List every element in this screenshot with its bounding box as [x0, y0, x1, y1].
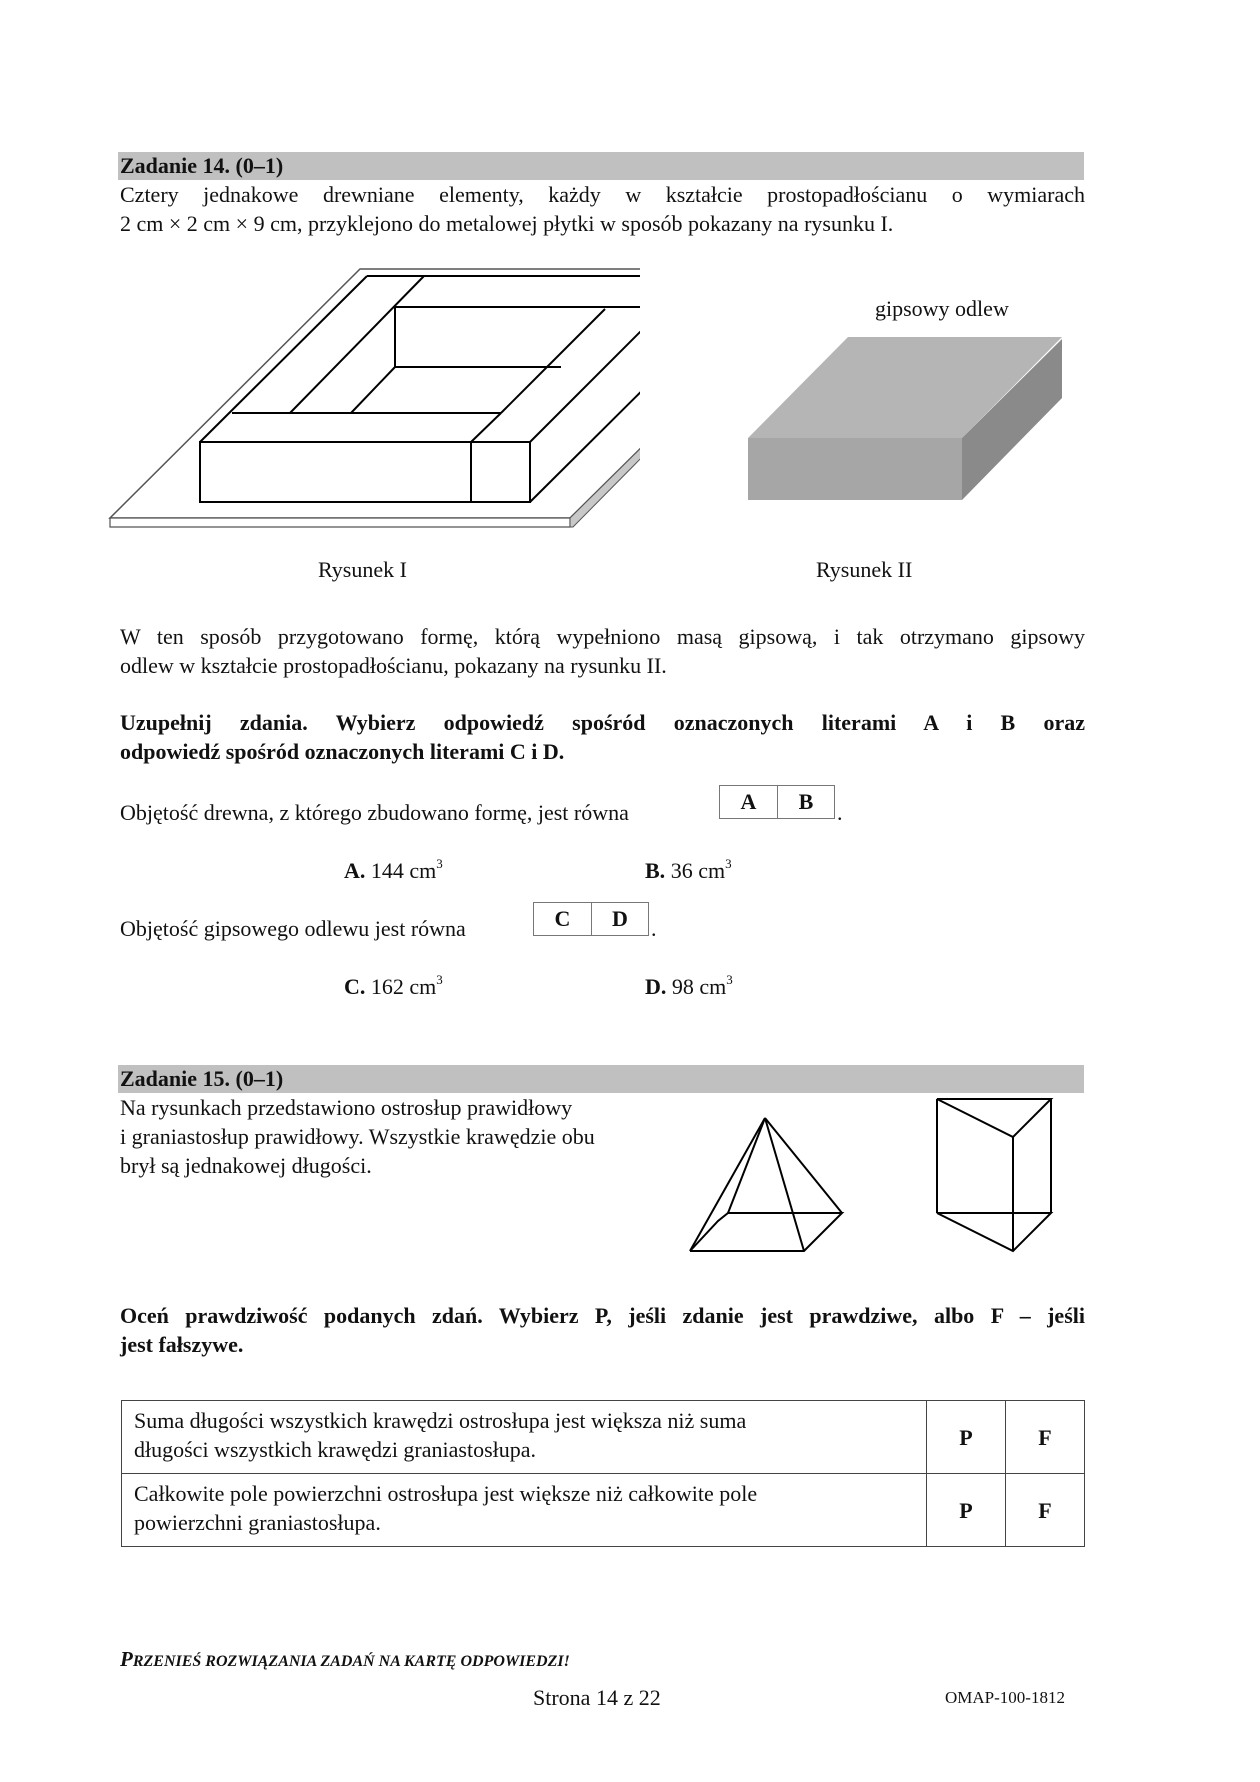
q2-option-d [645, 972, 733, 1001]
task15-header-band [118, 1065, 1084, 1093]
task14-intro-line1: Cztery jednakowe drewniane elementy, każdy w kształcie prostopadłościanu o wymiarach [120, 182, 1085, 207]
option-c-value: 162 cm [370, 974, 437, 999]
statement-1-line1: Suma długości wszystkich krawędzi ostrosłupa jest większa niż suma [134, 1408, 747, 1433]
statement-2 [122, 1474, 927, 1547]
task14-intro-line2: 2 cm × 2 cm × 9 cm, przyklejono do metalowej płytki w sposób pokazany na rysunku I. [120, 211, 894, 236]
pyramid-and-prism-diagram [680, 1090, 1080, 1265]
q1-period: . [837, 800, 843, 825]
figure1-caption: Rysunek I [318, 557, 407, 582]
true-false-table [121, 1400, 1085, 1547]
task14-body-line2: odlew w kształcie prostopadłościanu, pokazany na rysunku II. [120, 653, 667, 678]
statement-1-true-option[interactable]: P [927, 1401, 1006, 1474]
statement-1-line2: długości wszystkich krawędzi graniastosłupa. [134, 1437, 537, 1462]
statement-1-false-option[interactable]: F [1006, 1401, 1085, 1474]
exam-code: OMAP-100-1812 [945, 1688, 1065, 1707]
q2-choice-c[interactable]: C [554, 906, 571, 931]
q2-choice-box [533, 902, 649, 936]
footer-warning-initial: P [120, 1647, 133, 1671]
task15-intro-line1: Na rysunkach przedstawiono ostrosłup prawidłowy [120, 1095, 573, 1120]
statement-1 [122, 1401, 927, 1474]
option-d-letter: D. [645, 974, 667, 999]
task15-instruction-line2: jest fałszywe. [120, 1332, 244, 1357]
option-a-letter: A. [344, 858, 366, 883]
table-row [122, 1401, 1085, 1474]
option-d-value: 98 cm [671, 974, 727, 999]
q2-option-c [344, 972, 443, 1001]
statement-2-true-option[interactable]: P [927, 1474, 1006, 1547]
option-d-exponent: 3 [726, 971, 733, 987]
option-b-exponent: 3 [725, 855, 732, 871]
task15-intro-line3: brył są jednakowej długości. [120, 1153, 372, 1178]
q1-option-b [645, 856, 732, 885]
triangular-prism [937, 1099, 1051, 1251]
option-b-letter: B. [645, 858, 666, 883]
task14-header: Zadanie 14. (0–1) [120, 153, 284, 178]
q1-text: Objętość drewna, z którego zbudowano formę, jest równa [120, 800, 629, 825]
statement-2-line2: powierzchni graniastosłupa. [134, 1510, 381, 1535]
option-c-exponent: 3 [436, 971, 443, 987]
footer-warning-rest: RZENIEŚ ROZWIĄZANIA ZADAŃ NA KARTĘ ODPOWIEDZI! [132, 1653, 570, 1670]
figure1-wooden-frame-diagram [100, 260, 640, 540]
q1-choice-a[interactable]: A [740, 789, 757, 814]
page-number: Strona 14 z 22 [533, 1685, 661, 1710]
q1-option-a [344, 856, 443, 885]
square-pyramid [690, 1118, 842, 1251]
statement-2-false-option[interactable]: F [1006, 1474, 1085, 1547]
task14-header-band [118, 152, 1084, 180]
table-row [122, 1474, 1085, 1547]
task14-body-line1: W ten sposób przygotowano formę, którą wypełniono masą gipsową, i tak otrzymano gipsowy [120, 624, 1085, 649]
q1-choice-b[interactable]: B [777, 786, 834, 818]
figure2-label: gipsowy odlew [875, 296, 1009, 321]
option-b-value: 36 cm [670, 858, 726, 883]
option-a-value: 144 cm [370, 858, 437, 883]
figure2-caption: Rysunek II [816, 557, 913, 582]
option-c-letter: C. [344, 974, 366, 999]
q2-choice-d[interactable]: D [591, 903, 648, 935]
q1-choice-box [719, 785, 835, 819]
task15-intro-line2: i graniastosłup prawidłowy. Wszystkie krawędzie obu [120, 1124, 595, 1149]
footer-transfer-warning [120, 1647, 570, 1672]
figure2-plaster-cast-diagram [740, 330, 1080, 510]
option-a-exponent: 3 [436, 855, 443, 871]
task15-header: Zadanie 15. (0–1) [120, 1066, 284, 1091]
statement-2-line1: Całkowite pole powierzchni ostrosłupa jest większe niż całkowite pole [134, 1481, 758, 1506]
q2-text: Objętość gipsowego odlewu jest równa [120, 916, 466, 941]
task15-instruction-line1: Oceń prawdziwość podanych zdań. Wybierz P, jeśli zdanie jest prawdziwe, albo F – jeśli [120, 1303, 1085, 1328]
task14-instruction-line1: Uzupełnij zdania. Wybierz odpowiedź spośród oznaczonych literami A i B oraz [120, 710, 1085, 735]
task14-instruction-line2: odpowiedź spośród oznaczonych literami C i D. [120, 739, 565, 764]
q2-period: . [651, 916, 657, 941]
